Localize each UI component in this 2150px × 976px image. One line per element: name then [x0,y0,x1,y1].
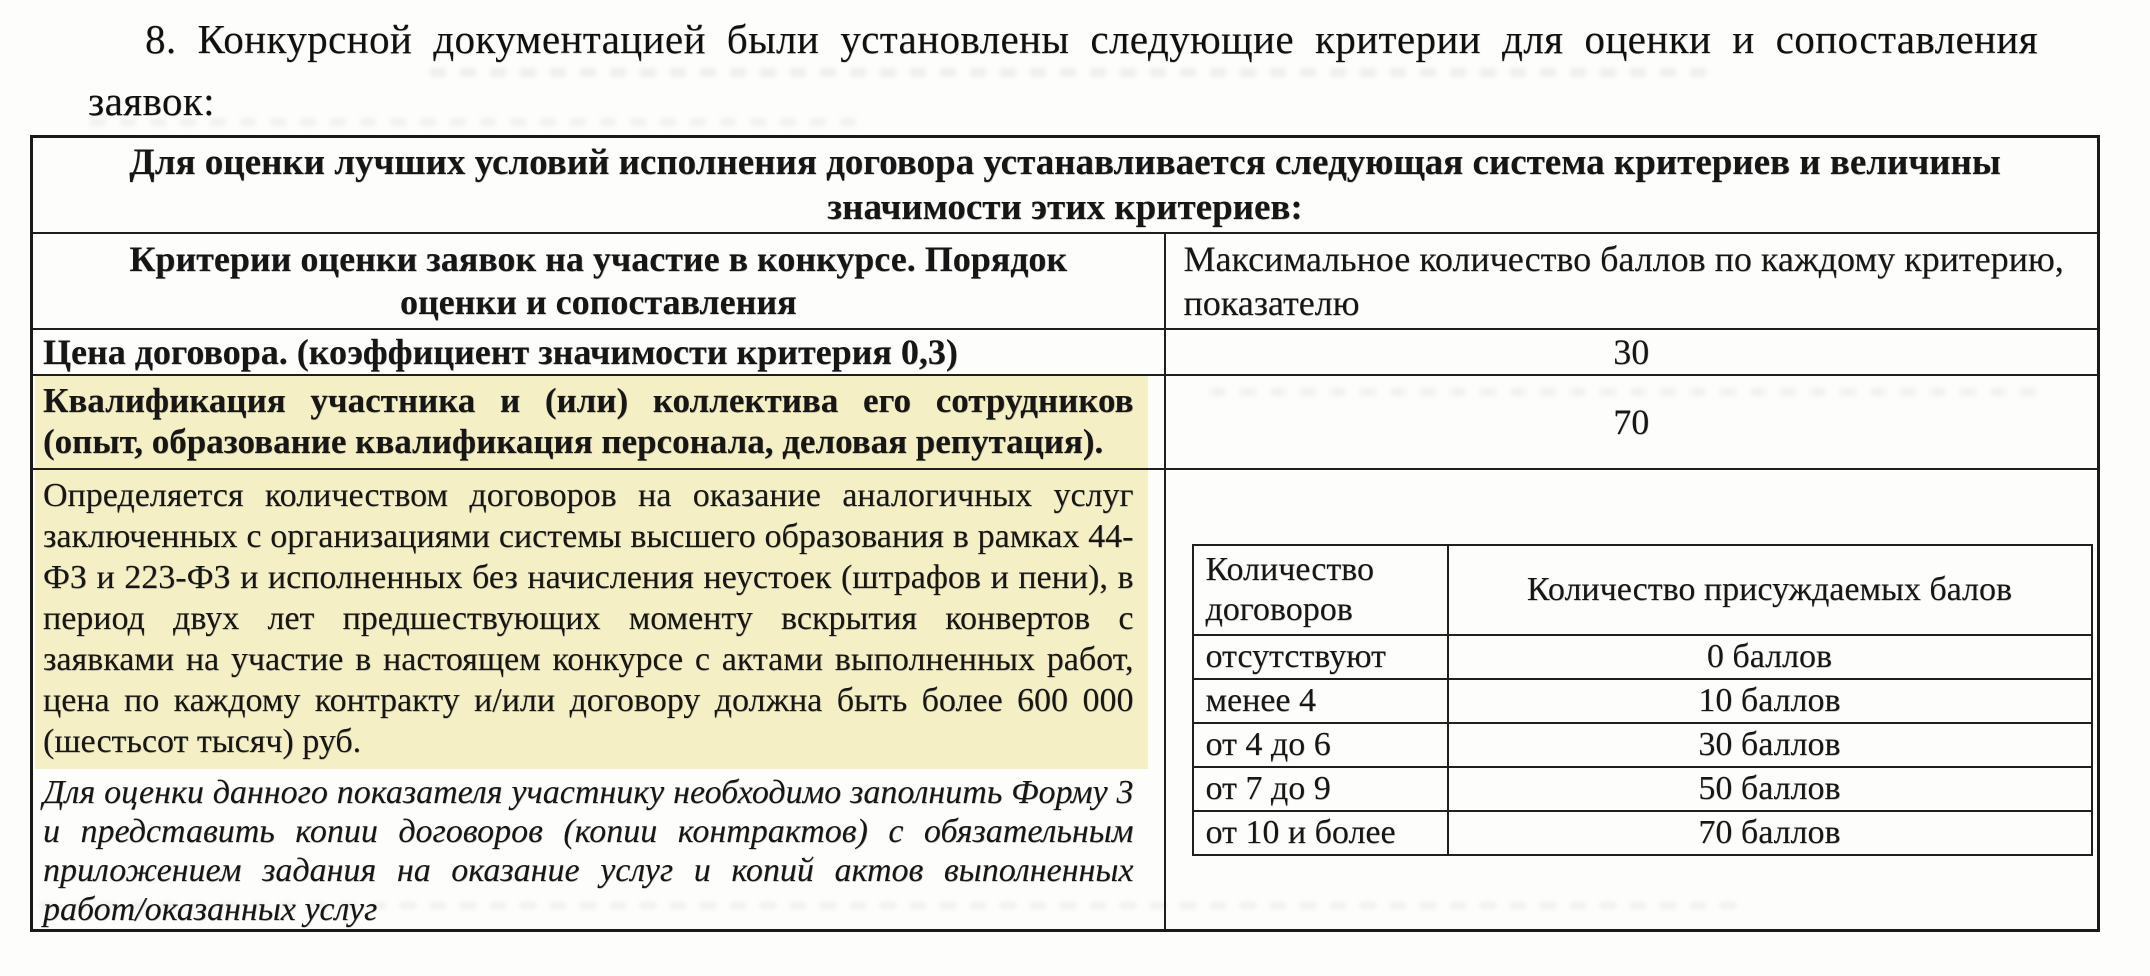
scoring-table [1192,544,2093,856]
scoring-row [1193,811,2092,855]
qualification-note-italic: Для оценки данного показателя участнику необходимо заполнить Форму 3 и представить копии договоров (копии контрактов) с обязательным приложением задания на оказание услуг и копий актов выполненных работ/оказанных услуг [43,774,1134,928]
column-header-row [32,233,2099,329]
scoring-count: от 4 до 6 [1193,723,1448,767]
scoring-row [1193,767,2092,811]
scoring-row [1193,679,2092,723]
criteria-table [30,135,2100,932]
qualification-description-highlighted: Определяется количеством договоров на оказание аналогичных услуг заключенных с организациями системы высшего образования в рамках 44-ФЗ и 223-ФЗ и исполненных без начисления неустоек (штрафов и пени), в период двух лет предшествующих моменту вскрытия конвертов с заявками на участие в настоящем конкурсе с актами выполненных работ, цена по каждому контракту и/или договору должна быть более 600 000 (шестьсот тысяч) руб. [35,470,1148,769]
table-caption: Для оценки лучших условий исполнения договора устанавливается следующая система критериев и величины значимости этих критериев: [32,137,2099,234]
criterion-qualification-highlighted: Квалификация участника и (или) коллектива его сотрудников (опыт, образование квалификация персонала, деловая репутация). [35,376,1148,468]
scoring-count: отсутствуют [1193,635,1448,679]
column-header-criteria: Критерии оценки заявок на участие в конкурсе. Порядок оценки и сопоставления [32,233,1165,329]
scoring-points: 30 баллов [1448,723,2092,767]
scoring-header-points: Количество присуждаемых балов [1448,545,2092,635]
scoring-row [1193,723,2092,767]
scoring-count: менее 4 [1193,679,1448,723]
scoring-row [1193,635,2092,679]
scoring-points: 70 баллов [1448,811,2092,855]
scoring-points: 50 баллов [1448,767,2092,811]
points-qualification: 70 [1165,375,2099,469]
table-row-price [32,329,2099,375]
scoring-count: от 7 до 9 [1193,767,1448,811]
scoring-header-count: Количество договоров [1193,545,1448,635]
points-price: 30 [1165,329,2099,375]
scoring-count: от 10 и более [1193,811,1448,855]
scoring-header-row [1193,545,2092,635]
table-row-detail [32,469,2099,931]
column-header-max-points: Максимальное количество баллов по каждому критерию, показателю [1165,233,2099,329]
scoring-points: 10 баллов [1448,679,2092,723]
table-row-qualification [32,375,2099,469]
criterion-price: Цена договора. (коэффициент значимости критерия 0,3) [32,329,1165,375]
criterion-qualification-cell [32,375,1165,469]
table-caption-row [32,137,2099,234]
scoring-points: 0 баллов [1448,635,2092,679]
section-heading: 8. Конкурсной документацией были установлены следующие критерии для оценки и сопоставления заявок: [88,16,2038,124]
qualification-detail-cell [32,469,1165,931]
scoring-table-cell [1165,469,2099,931]
